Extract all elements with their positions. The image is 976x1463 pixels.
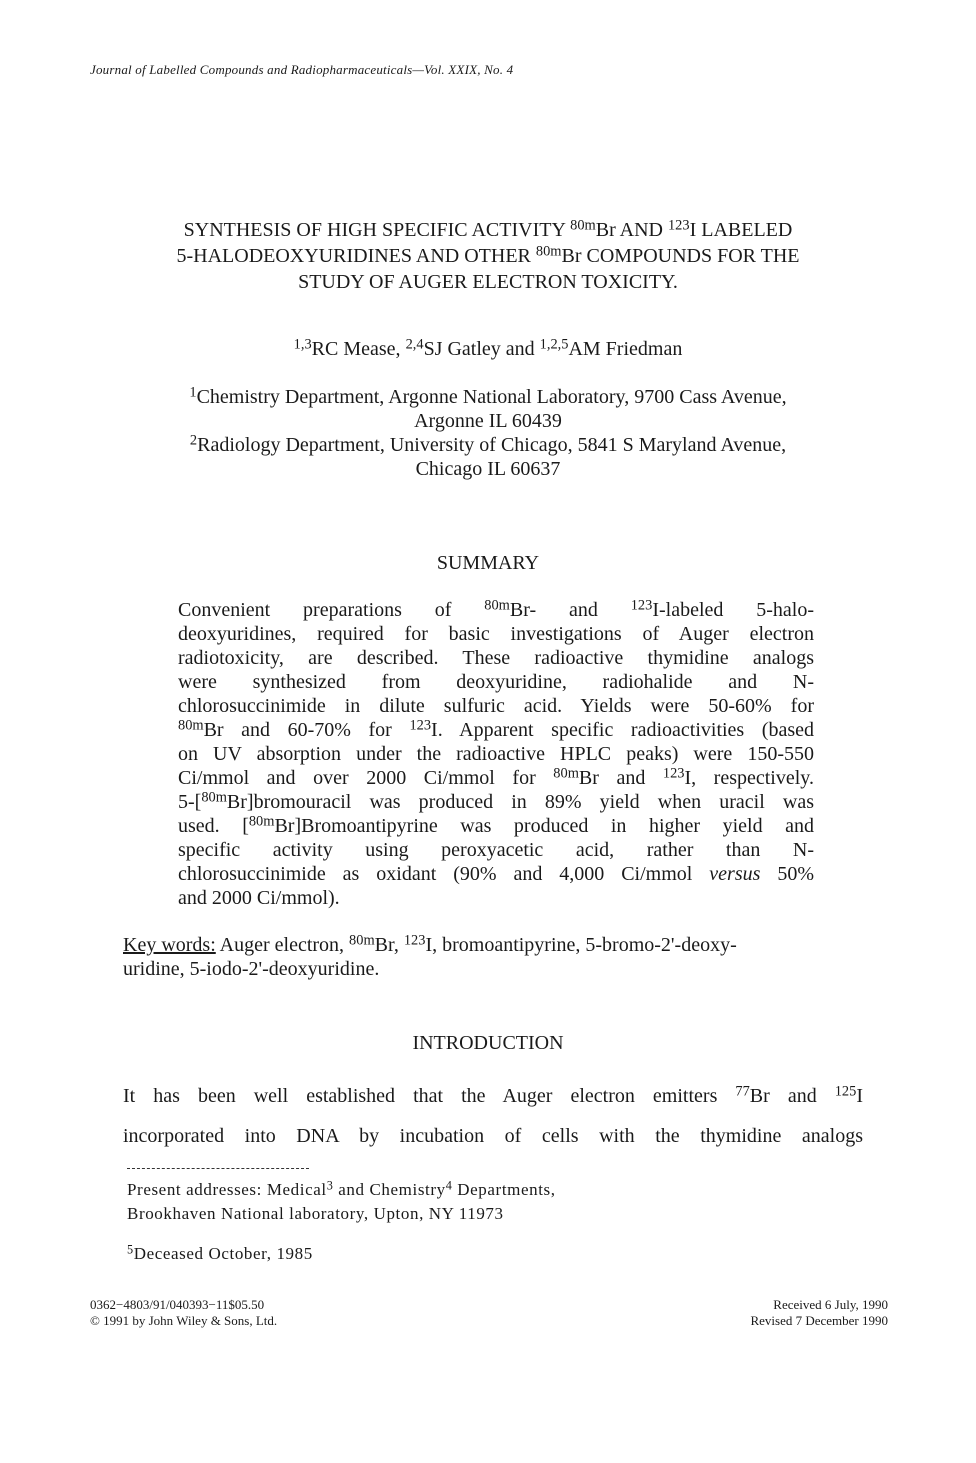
- received-dates: [750, 1297, 888, 1329]
- received-date: Received 6 July, 1990: [773, 1297, 888, 1312]
- affiliations: [100, 385, 876, 481]
- title-line-2: 5-HALODEOXYURIDINES AND OTHER $^{80m}$Br COMPOUNDS FOR THE: [176, 243, 800, 267]
- introduction-line: It has been well established that the Auger electron emitters $^{77}$Br and $^{125}$I: [123, 1083, 863, 1107]
- summary-line: specific activity using peroxyacetic acid, rather than N-: [178, 839, 814, 861]
- summary-line: deoxyuridines, required for basic investigations of Auger electron: [178, 623, 814, 645]
- author-mease: RC Mease,: [311, 338, 406, 360]
- footnote-line: Present addresses: Medical$^3$ and Chemistry$^4$ Departments,: [127, 1178, 556, 1199]
- journal-header: Journal of Labelled Compounds and Radiopharmaceuticals—Vol. XXIX, No. 4: [90, 62, 514, 77]
- keywords: [123, 933, 863, 981]
- summary-line: used. [$^{80m}$Br]Bromoantipyrine was produced in higher yield and: [178, 813, 814, 837]
- summary-heading: SUMMARY: [436, 552, 540, 574]
- affiliation-1-city: Argonne IL 60439: [414, 410, 562, 432]
- summary-line: Convenient preparations of $^{80m}$Br- and $^{123}$I-labeled 5-halo-: [178, 597, 815, 621]
- introduction-heading: INTRODUCTION: [412, 1032, 564, 1054]
- footnote-line: Brookhaven National laboratory, Upton, NY 11973: [127, 1204, 504, 1223]
- copyright: © 1991 by John Wiley & Sons, Ltd.: [90, 1313, 278, 1328]
- footnote-rule: [127, 1168, 309, 1169]
- summary-body: [178, 598, 814, 910]
- summary-line: were synthesized from deoxyuridine, radiohalide and N-: [178, 671, 814, 693]
- revised-date: Revised 7 December 1990: [750, 1313, 888, 1328]
- title-line-3: STUDY OF AUGER ELECTRON TOXICITY.: [298, 271, 678, 293]
- keywords-label: Key words:: [123, 934, 216, 956]
- summary-line: 5-[$^{80m}$Br]bromouracil was produced in 89% yield when uracil was: [178, 789, 814, 813]
- summary-line: and 2000 Ci/mmol).: [178, 887, 340, 909]
- publication-info: [90, 1297, 277, 1329]
- author-gatley: SJ Gatley and: [423, 338, 540, 360]
- summary-line: Ci/mmol and over 2000 Ci/mmol for $^{80m}$Br and $^{123}$I, respectively.: [178, 765, 815, 789]
- title-line-1: SYNTHESIS OF HIGH SPECIFIC ACTIVITY $^{80m}$Br AND $^{123}$I LABELED: [183, 217, 793, 241]
- summary-line: on UV absorption under the radioactive HPLC peaks) were 150-550: [178, 743, 814, 765]
- footnote-addresses: [127, 1178, 556, 1226]
- summary-line: chlorosuccinimide as oxidant (90% and 4,000 Ci/mmol versus 50%: [178, 863, 814, 885]
- summary-line: chlorosuccinimide in dilute sulfuric acid. Yields were 50-60% for: [178, 695, 814, 717]
- footnote-deceased: $^5$Deceased October, 1985: [127, 1242, 313, 1263]
- author-friedman: AM Friedman: [568, 338, 683, 360]
- affiliation-2: $^2$Radiology Department, University of Chicago, 5841 S Maryland Avenue,: [189, 432, 787, 456]
- introduction-body: [123, 1076, 863, 1156]
- author-list: $^{1,3}$RC Mease, $^{2,4}$SJ Gatley and $^{1,2,5}$AM Friedman: [293, 336, 683, 360]
- affiliation-2-city: Chicago IL 60637: [415, 458, 561, 480]
- summary-line: radiotoxicity, are described. These radioactive thymidine analogs: [178, 647, 814, 669]
- keywords-line: uridine, 5-iodo-2'-deoxyuridine.: [123, 958, 380, 980]
- keywords-line: Key words: Auger electron, $^{80m}$Br, $^{123}$I, bromoantipyrine, 5-bromo-2'-deoxy-: [123, 932, 737, 956]
- paper-title: [100, 217, 876, 295]
- article-code: 0362−4803/91/040393−11$05.50: [90, 1297, 265, 1312]
- summary-line: $^{80m}$Br and 60-70% for $^{123}$I. Apparent specific radioactivities (based: [178, 717, 814, 741]
- introduction-line: incorporated into DNA by incubation of cells with the thymidine analogs: [123, 1125, 863, 1147]
- affiliation-1: $^1$Chemistry Department, Argonne National Laboratory, 9700 Cass Avenue,: [189, 384, 787, 408]
